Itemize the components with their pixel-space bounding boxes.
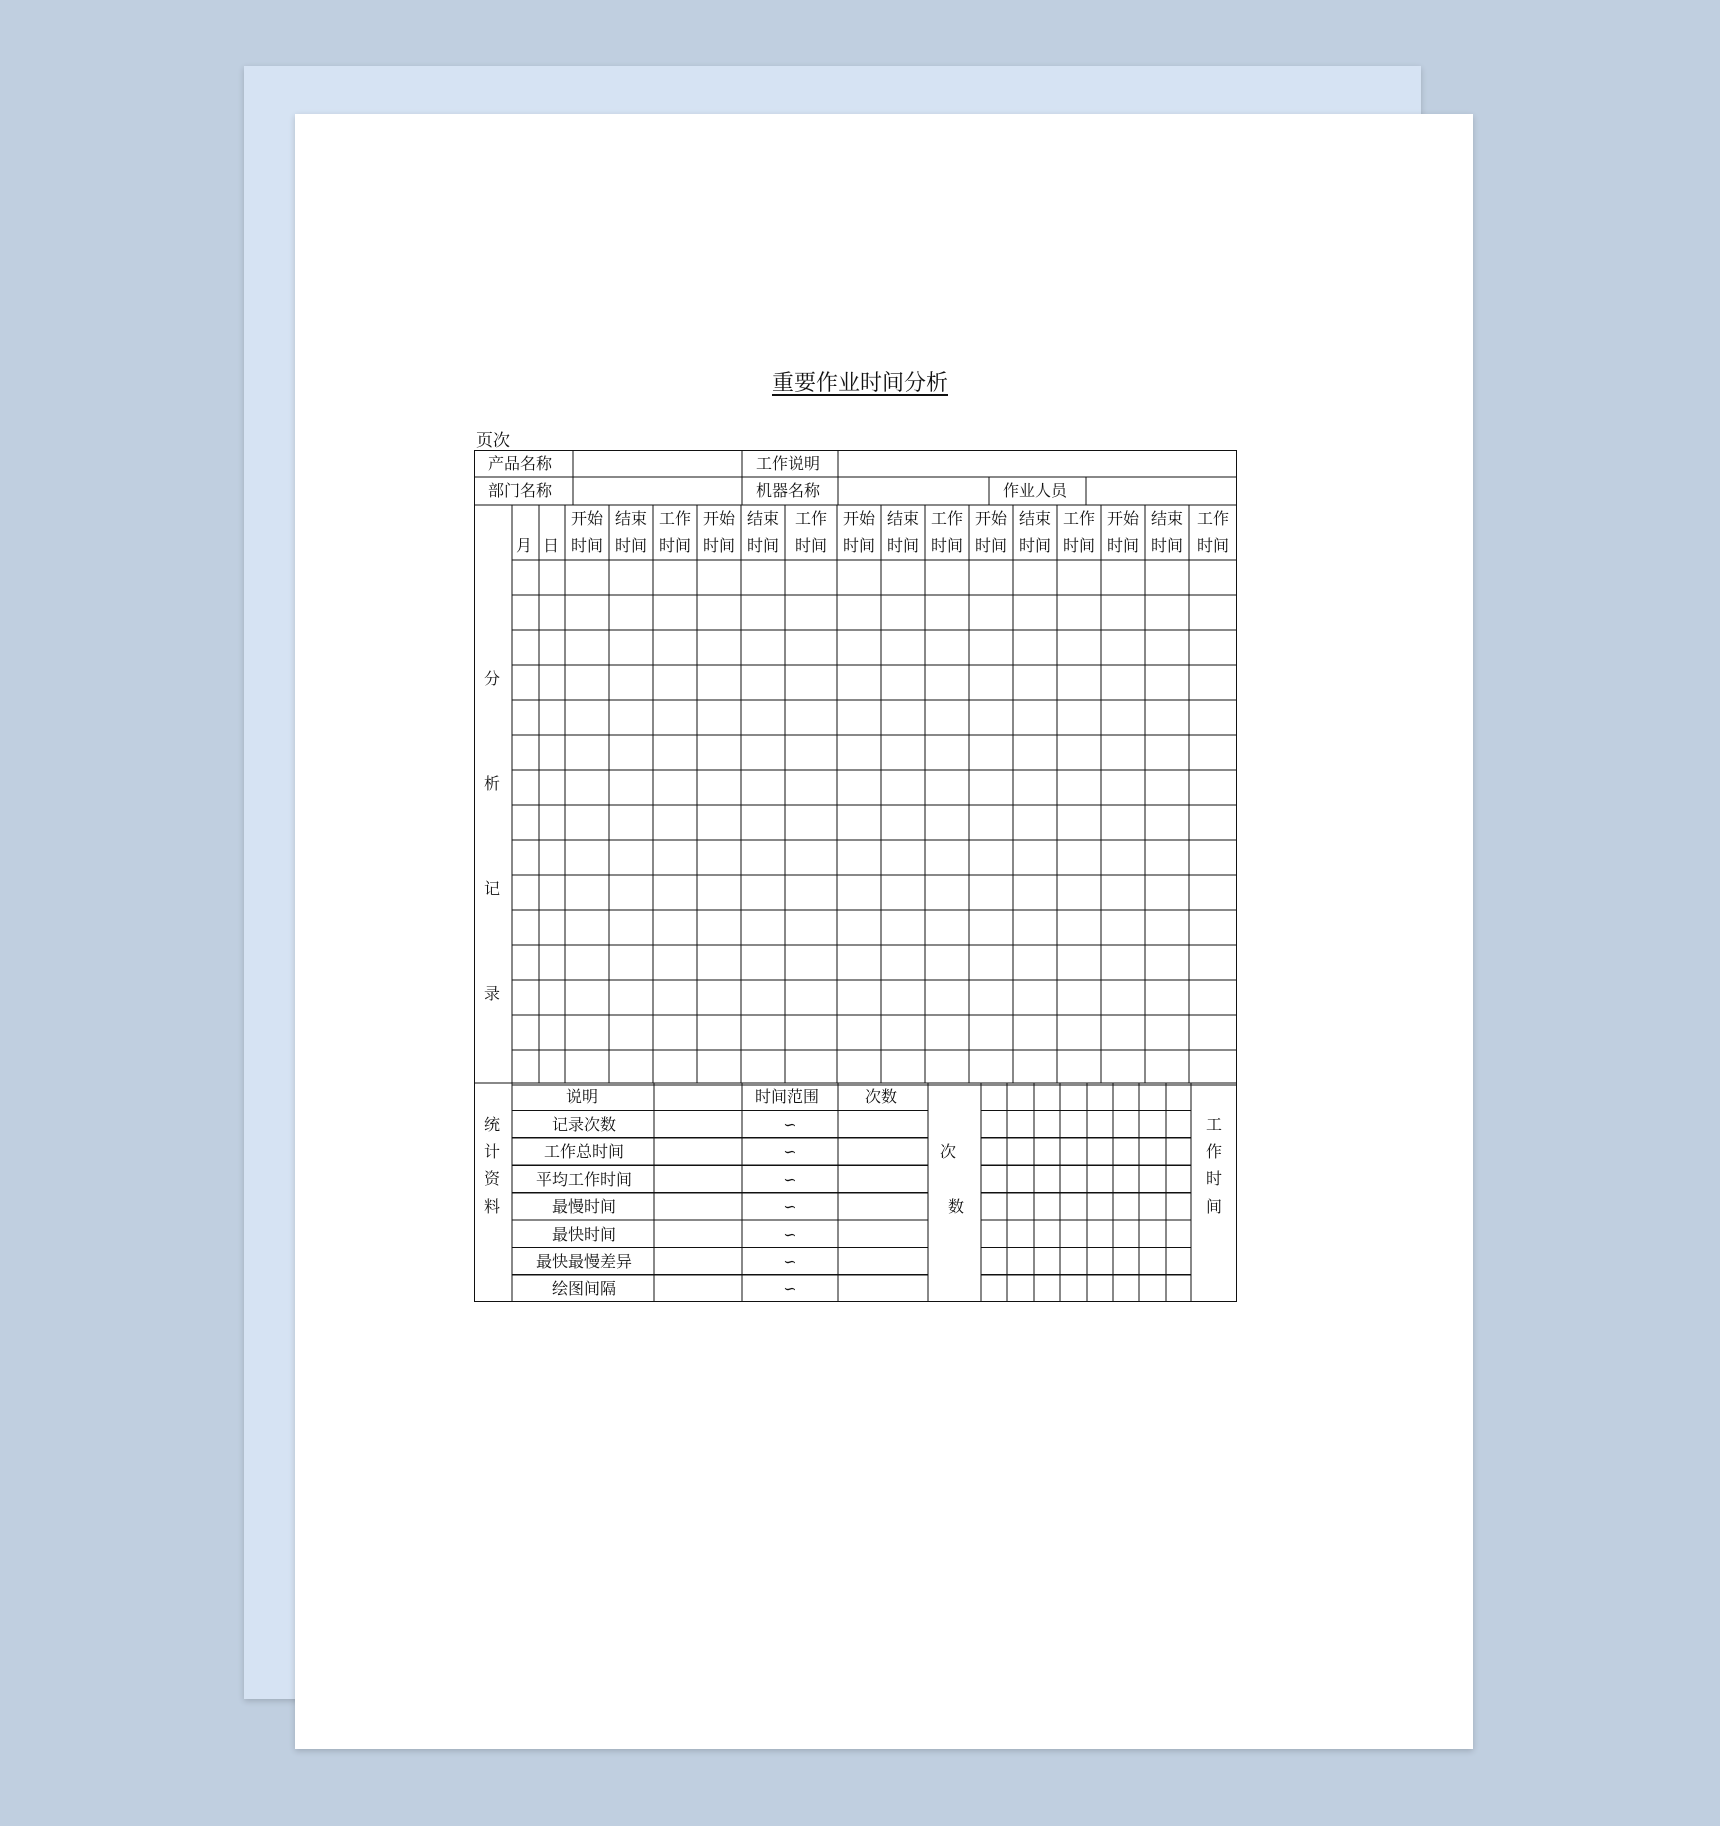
stats-section-char: 资 <box>484 1169 501 1188</box>
stats-count-header: 次数 <box>865 1087 898 1106</box>
time-range-symbol: ∽ <box>783 1197 797 1217</box>
stats-section-char: 统 <box>484 1115 501 1134</box>
stats-row-label: 平均工作时间 <box>535 1169 632 1189</box>
chart-x-label-char: 工 <box>1206 1115 1223 1134</box>
time-column-header: 开始 <box>842 509 875 528</box>
stats-row-label: 记录次数 <box>551 1115 616 1134</box>
time-column-header: 工作 <box>1062 509 1095 528</box>
stats-section-char: 计 <box>484 1142 501 1161</box>
time-column-header: 工作 <box>930 509 963 528</box>
chart-x-label-char: 间 <box>1206 1197 1223 1216</box>
stats-row-label: 最慢时间 <box>551 1197 616 1217</box>
time-column-header: 工作 <box>794 509 827 528</box>
time-column-header: 结束 <box>1150 509 1183 528</box>
stats-row-label: 最快时间 <box>551 1224 616 1244</box>
chart-x-label-char: 时 <box>1206 1169 1223 1188</box>
time-column-header: 开始 <box>974 509 1007 528</box>
record-section-char: 记 <box>484 879 501 898</box>
time-column-header: 时间 <box>1018 536 1051 555</box>
time-range-symbol: ∽ <box>783 1169 797 1189</box>
time-column-header: 开始 <box>1106 509 1139 528</box>
time-column-header: 时间 <box>702 536 735 555</box>
time-column-header: 工作 <box>658 509 691 528</box>
time-column-header: 结束 <box>746 509 779 528</box>
time-column-header: 时间 <box>842 536 875 555</box>
stats-row-label: 最快最慢差异 <box>535 1252 632 1271</box>
time-column-header: 时间 <box>886 536 919 555</box>
time-column-header: 时间 <box>1062 536 1095 555</box>
time-column-header: 时间 <box>794 536 827 555</box>
time-column-header: 结束 <box>614 509 647 528</box>
chart-y-label-char: 数 <box>948 1197 965 1216</box>
machine-name-label: 机器名称 <box>756 481 821 500</box>
time-column-header: 结束 <box>886 509 919 528</box>
stats-section-char: 料 <box>484 1197 501 1216</box>
stats-row-label: 工作总时间 <box>543 1142 624 1162</box>
chart-y-label-char: 次 <box>940 1142 957 1161</box>
document-title: 重要作业时间分析 <box>771 371 948 396</box>
time-column-header: 时间 <box>1106 536 1139 555</box>
work-desc-label: 工作说明 <box>756 454 821 473</box>
time-range-symbol: ∽ <box>783 1279 797 1299</box>
stats-row-label: 绘图间隔 <box>551 1279 616 1299</box>
time-column-header: 时间 <box>1150 536 1183 555</box>
time-column-header: 时间 <box>658 536 691 555</box>
page-number-label: 页次 <box>476 431 510 451</box>
record-section-char: 析 <box>484 774 501 793</box>
time-column-header: 时间 <box>974 536 1007 555</box>
month-header: 月 <box>516 536 533 555</box>
day-header: 日 <box>543 536 560 555</box>
stats-desc-header: 说明 <box>566 1087 599 1106</box>
time-column-header: 开始 <box>570 509 603 528</box>
time-range-symbol: ∽ <box>783 1142 797 1162</box>
time-column-header: 结束 <box>1018 509 1051 528</box>
operator-label: 作业人员 <box>1003 481 1068 500</box>
stats-range-header: 时间范围 <box>755 1087 820 1106</box>
record-section-char: 录 <box>484 984 501 1003</box>
chart-x-label-char: 作 <box>1206 1142 1223 1161</box>
time-column-header: 工作 <box>1196 509 1229 528</box>
time-column-header: 时间 <box>746 536 779 555</box>
time-column-header: 时间 <box>614 536 647 555</box>
product-name-label: 产品名称 <box>488 454 553 473</box>
time-column-header: 开始 <box>702 509 735 528</box>
time-range-symbol: ∽ <box>783 1115 797 1134</box>
time-column-header: 时间 <box>570 536 603 555</box>
analysis-table <box>474 450 1237 1302</box>
time-column-header: 时间 <box>930 536 963 555</box>
time-range-symbol: ∽ <box>783 1252 797 1271</box>
time-range-symbol: ∽ <box>783 1224 797 1244</box>
record-section-char: 分 <box>484 669 501 688</box>
dept-name-label: 部门名称 <box>488 481 553 500</box>
time-column-header: 时间 <box>1196 536 1229 555</box>
